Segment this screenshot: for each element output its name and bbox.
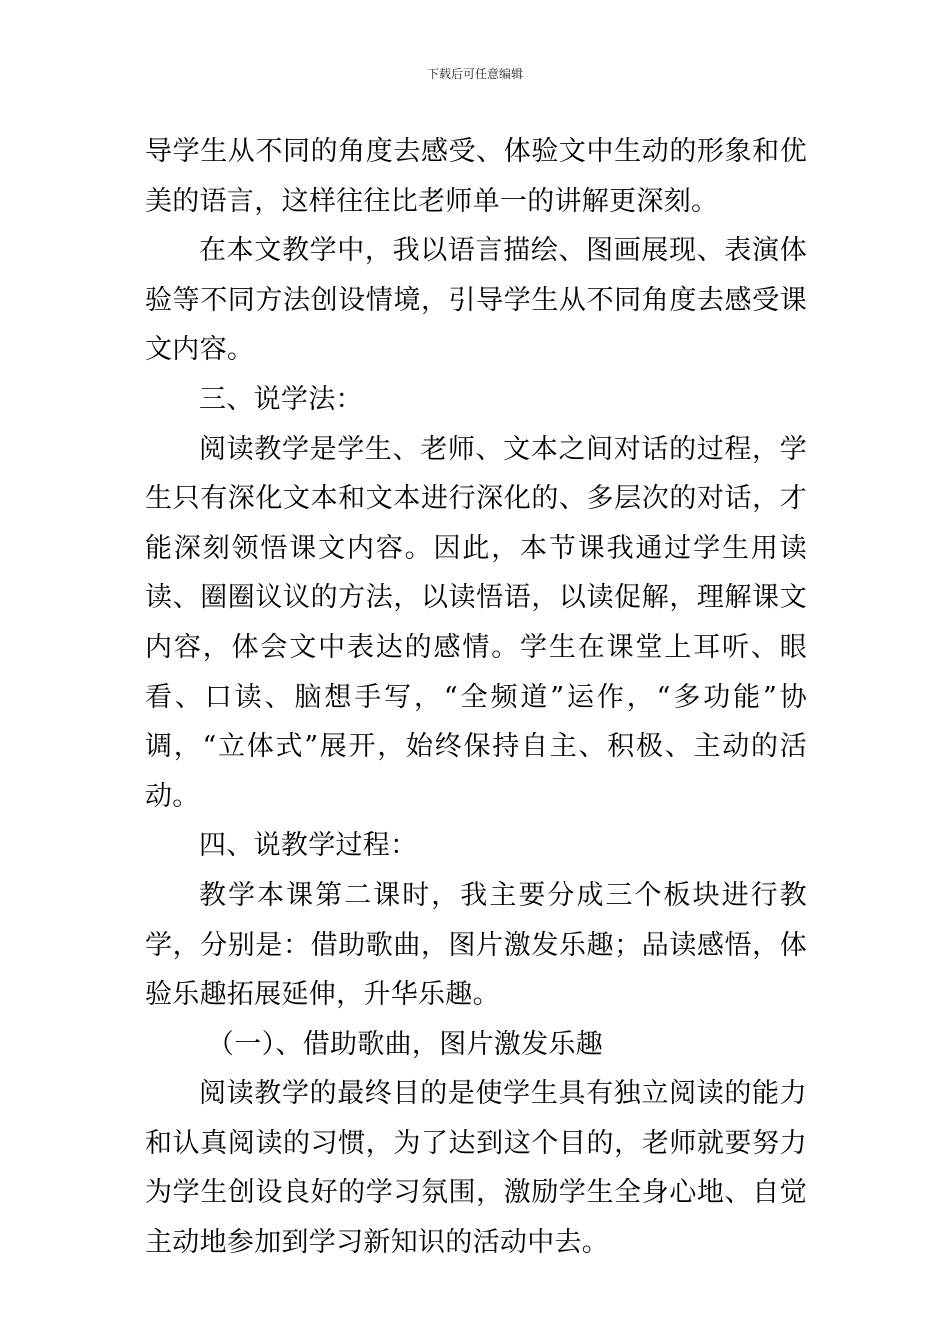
paragraph-learning-methods: 阅读教学是学生、老师、文本之间对话的过程，学生只有深化文本和文本进行深化的、多层次的对话，才能深刻领悟课文内容。因此，本节课我通过学生用读读、圈圈议议的方法，以读悟语，以读促解，理解课文内容，体会文中表达的感情。学生在课堂上耳听、眼看、口读、脑想手写，“全频道”运作，“多功能”协调，“立体式”展开，始终保持自主、积极、主动的活动。 [145,433,807,812]
paragraph-reading-goal: 阅读教学的最终目的是使学生具有独立阅读的能力和认真阅读的习惯，为了达到这个目的，老师就要努力为学生创设良好的学习氛围，激励学生全身心地、自觉主动地参加到学习新知识的活动中去。 [145,1078,807,1259]
page-header: 下载后可任意编辑 [426,67,523,81]
section-heading-teaching-process: 四、说教学过程： [199,830,418,862]
section-heading-learning-methods: 三、说学法： [199,383,363,415]
subsection-heading-part-one: （一）、借助歌曲，图片激发乐趣 [207,1028,603,1060]
document-body [145,127,807,1268]
paragraph-teaching-process: 教学本课第二课时，我主要分成三个板块进行教学，分别是：借助歌曲，图片激发乐趣；品读感悟，体验乐趣拓展延伸，升华乐趣。 [145,879,807,1011]
paragraph-continuation: 导学生从不同的角度去感受、体验文中生动的形象和优美的语言，这样往往比老师单一的讲解更深刻。 [145,136,807,217]
paragraph-teaching-methods: 在本文教学中，我以语言描绘、图画展现、表演体验等不同方法创设情境，引导学生从不同角度去感受课文内容。 [145,235,807,366]
